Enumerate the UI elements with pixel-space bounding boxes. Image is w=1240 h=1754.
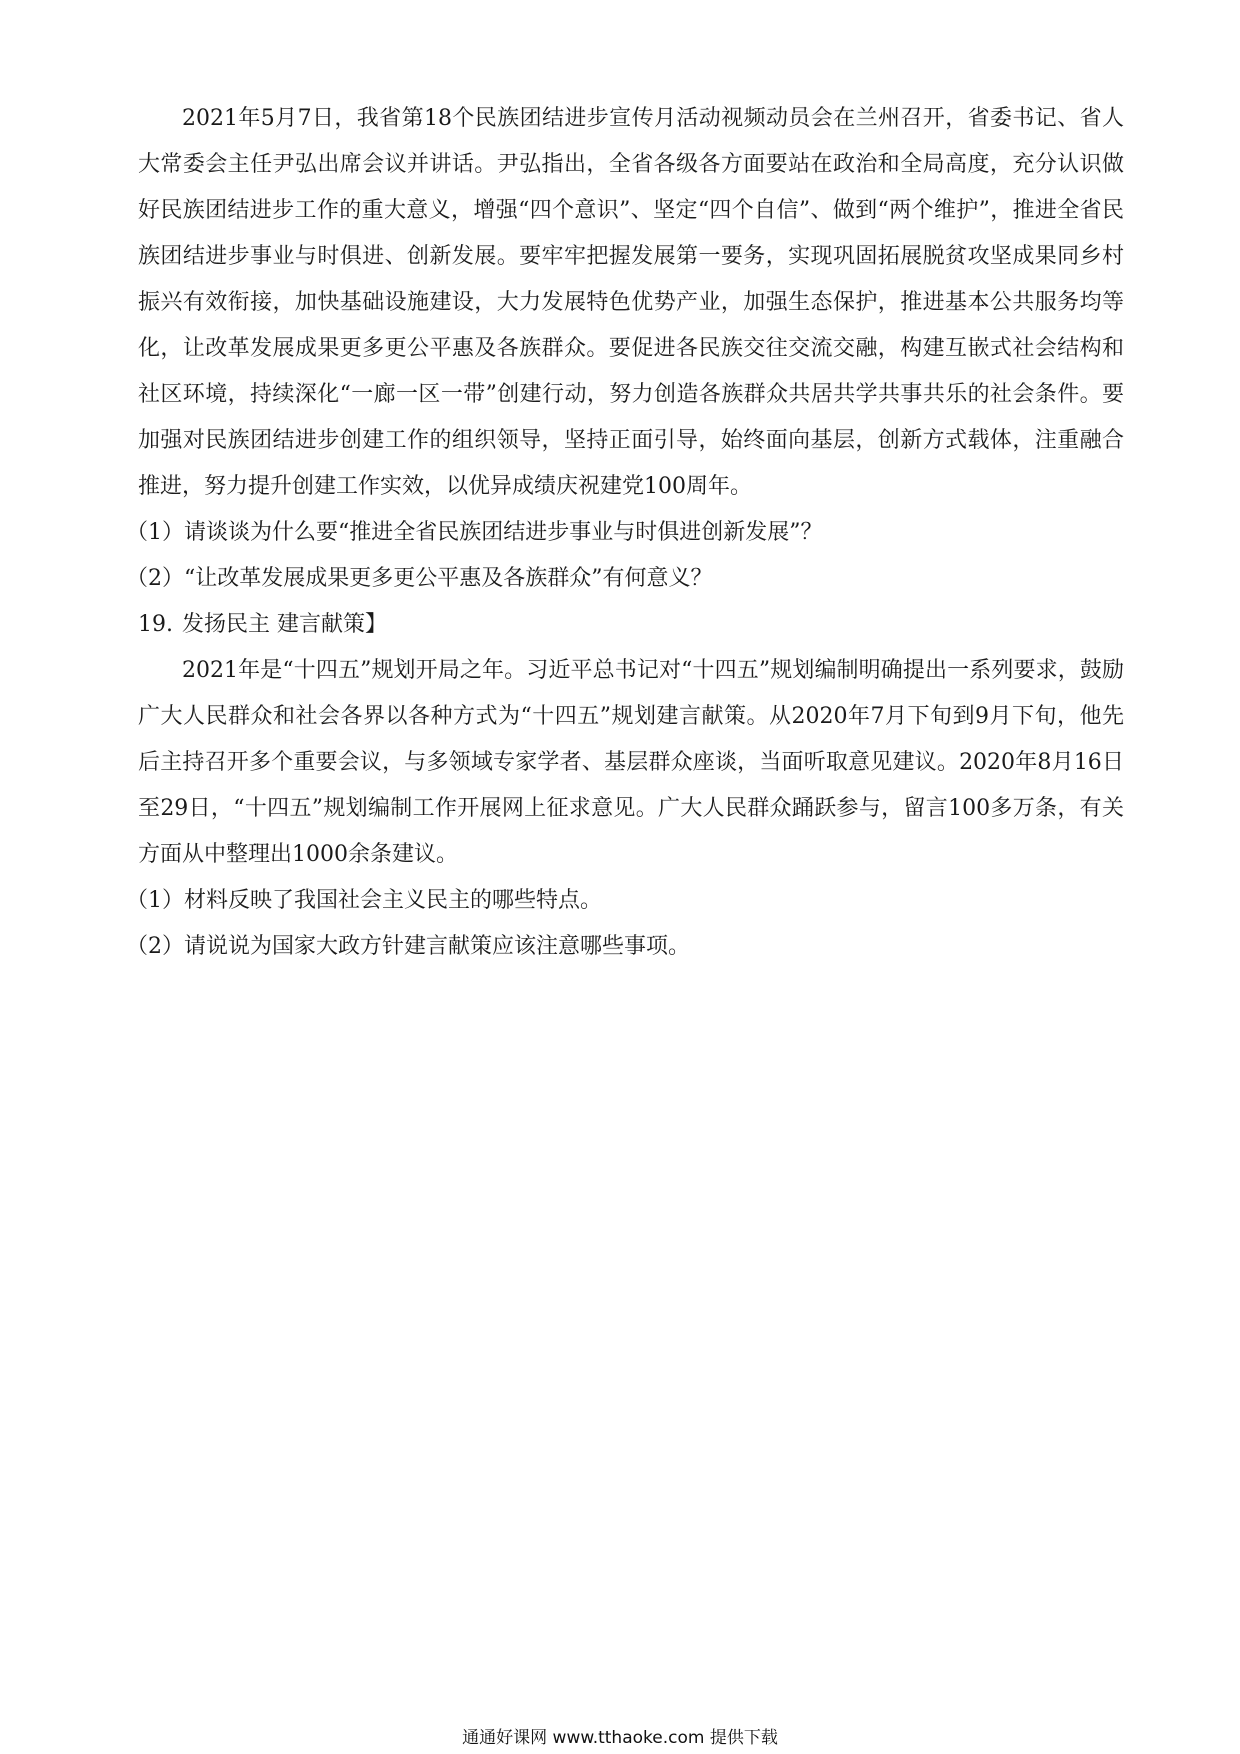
page-footer: 通通好课网 www.tthaoke.com 提供下载 — [462, 1728, 778, 1748]
document-body — [126, 96, 1124, 970]
question-19-number: 19. — [138, 612, 173, 637]
question-18-2: （2）“让改革发展成果更多更公平惠及各族群众”有何意义？ — [126, 566, 713, 591]
question-19-2: （2）请说说为国家大政方针建言献策应该注意哪些事项。 — [126, 934, 690, 959]
material-paragraph-19: 2021年是“十四五”规划开局之年。习近平总书记对“十四五”规划编制明确提出一系列要求，鼓励广大人民群众和社会各界以各种方式为“十四五”规划建言献策。从2020年7月下旬到9月下旬，他先后主持召开多个重要会议，与多领域专家学者、基层群众座谈，当面听取意见建议。2020年8月16日至29日，“十四五”规划编制工作开展网上征求意见。广大人民群众踊跃参与，留言100多万条，有关方面从中整理出1000余条建议。 — [138, 658, 1124, 867]
question-19-title: 发扬民主 建言献策】 — [182, 612, 387, 637]
material-paragraph-18: 2021年5月7日，我省第18个民族团结进步宣传月活动视频动员会在兰州召开，省委书记、省人大常委会主任尹弘出席会议并讲话。尹弘指出，全省各级各方面要站在政治和全局高度，充分认识做好民族团结进步工作的重大意义，增强“四个意识”、坚定“四个自信”、做到“两个维护”，推进全省民族团结进步事业与时俱进、创新发展。要牢牢把握发展第一要务，实现巩固拓展脱贫攻坚成果同乡村振兴有效衔接，加快基础设施建设，大力发展特色优势产业，加强生态保护，推进基本公共服务均等化，让改革发展成果更多更公平惠及各族群众。要促进各民族交往交流交融，构建互嵌式社会结构和社区环境，持续深化“一廊一区一带”创建行动，努力创造各族群众共居共学共事共乐的社会条件。要加强对民族团结进步创建工作的组织领导，坚持正面引导，始终面向基层，创新方式载体，注重融合推进，努力提升创建工作实效，以优异成绩庆祝建党100周年。 — [138, 106, 1124, 499]
question-19-1: （1）材料反映了我国社会主义民主的哪些特点。 — [126, 888, 602, 913]
question-19-heading — [138, 602, 1124, 648]
question-18-1: （1）请谈谈为什么要“推进全省民族团结进步事业与时俱进创新发展”？ — [126, 520, 823, 545]
